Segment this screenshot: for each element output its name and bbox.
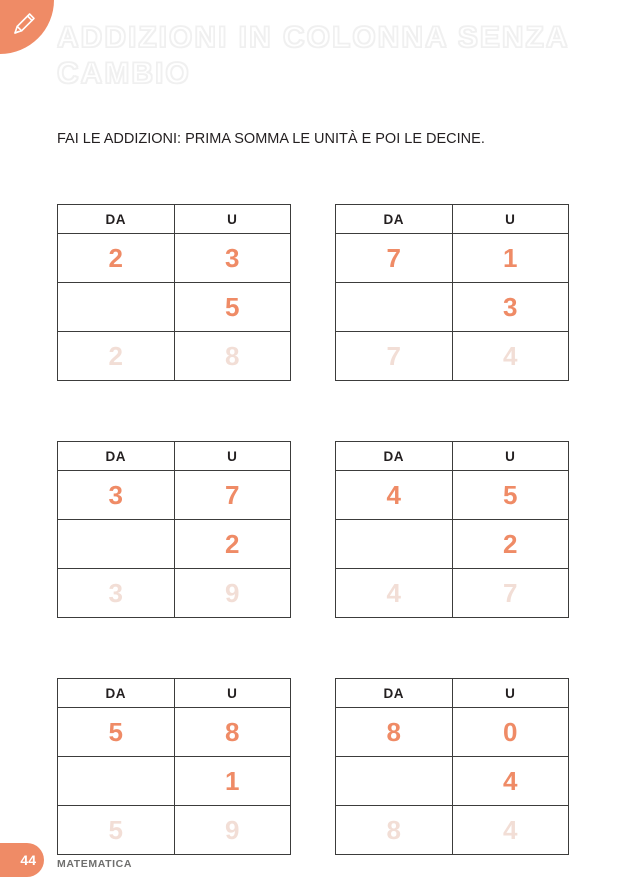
addend1-tens: 2 (58, 234, 175, 283)
column-header-tens: DA (336, 205, 453, 234)
result-row (336, 569, 569, 618)
addend2-row (58, 283, 291, 332)
column-header-units: U (452, 442, 569, 471)
addend1-tens: 7 (336, 234, 453, 283)
result-units[interactable]: 9 (174, 569, 291, 618)
column-header-units: U (452, 205, 569, 234)
addend1-units: 7 (174, 471, 291, 520)
result-units[interactable]: 7 (452, 569, 569, 618)
table-header-row (336, 205, 569, 234)
addend1-row (58, 471, 291, 520)
addend2-units: 2 (452, 520, 569, 569)
result-units[interactable]: 4 (452, 806, 569, 855)
result-tens[interactable]: 8 (336, 806, 453, 855)
result-row (58, 569, 291, 618)
column-header-tens: DA (58, 679, 175, 708)
sum-table (57, 204, 291, 381)
addend2-tens[interactable] (336, 283, 453, 332)
addend1-row (336, 708, 569, 757)
addend1-units: 0 (452, 708, 569, 757)
addend1-tens: 8 (336, 708, 453, 757)
column-header-units: U (174, 442, 291, 471)
addend2-units: 4 (452, 757, 569, 806)
result-tens[interactable]: 2 (58, 332, 175, 381)
result-units[interactable]: 8 (174, 332, 291, 381)
addend1-row (58, 708, 291, 757)
sum-table (57, 441, 291, 618)
result-row (58, 806, 291, 855)
addend1-tens: 4 (336, 471, 453, 520)
addend1-row (336, 471, 569, 520)
sum-table (335, 204, 569, 381)
column-header-tens: DA (58, 442, 175, 471)
addend1-units: 5 (452, 471, 569, 520)
addend2-row (58, 757, 291, 806)
addend2-tens[interactable] (336, 520, 453, 569)
addend2-row (336, 283, 569, 332)
result-units[interactable]: 9 (174, 806, 291, 855)
addend1-row (58, 234, 291, 283)
table-header-row (58, 205, 291, 234)
table-header-row (58, 679, 291, 708)
result-tens[interactable]: 4 (336, 569, 453, 618)
result-row (336, 332, 569, 381)
addend2-row (336, 757, 569, 806)
addend1-tens: 5 (58, 708, 175, 757)
table-header-row (336, 679, 569, 708)
instructions-text: FAI LE ADDIZIONI: PRIMA SOMMA LE UNITÀ E POI LE DECINE. (57, 131, 485, 147)
result-row (58, 332, 291, 381)
exercise-grid (57, 204, 569, 855)
addend2-tens[interactable] (336, 757, 453, 806)
addend2-tens[interactable] (58, 520, 175, 569)
sum-table (335, 678, 569, 855)
addend2-units: 1 (174, 757, 291, 806)
addend1-units: 3 (174, 234, 291, 283)
addend2-row (336, 520, 569, 569)
result-tens[interactable]: 3 (58, 569, 175, 618)
pencil-icon (12, 10, 38, 36)
addend2-units: 5 (174, 283, 291, 332)
result-units[interactable]: 4 (452, 332, 569, 381)
addend2-units: 3 (452, 283, 569, 332)
addend2-units: 2 (174, 520, 291, 569)
page-number-badge: 44 (0, 843, 44, 877)
addend2-row (58, 520, 291, 569)
column-header-tens: DA (336, 679, 453, 708)
corner-badge (0, 0, 54, 54)
result-tens[interactable]: 7 (336, 332, 453, 381)
column-header-units: U (174, 679, 291, 708)
sum-table (57, 678, 291, 855)
addend2-tens[interactable] (58, 283, 175, 332)
column-header-tens: DA (336, 442, 453, 471)
page-title: ADDIZIONI IN COLONNA SENZA CAMBIO (57, 21, 569, 90)
result-row (336, 806, 569, 855)
result-tens[interactable]: 5 (58, 806, 175, 855)
column-header-units: U (174, 205, 291, 234)
addend1-units: 8 (174, 708, 291, 757)
column-header-units: U (452, 679, 569, 708)
addend1-units: 1 (452, 234, 569, 283)
table-header-row (58, 442, 291, 471)
addend1-row (336, 234, 569, 283)
column-header-tens: DA (58, 205, 175, 234)
addend2-tens[interactable] (58, 757, 175, 806)
addend1-tens: 3 (58, 471, 175, 520)
table-header-row (336, 442, 569, 471)
sum-table (335, 441, 569, 618)
footer-subject: MATEMATICA (57, 858, 133, 870)
